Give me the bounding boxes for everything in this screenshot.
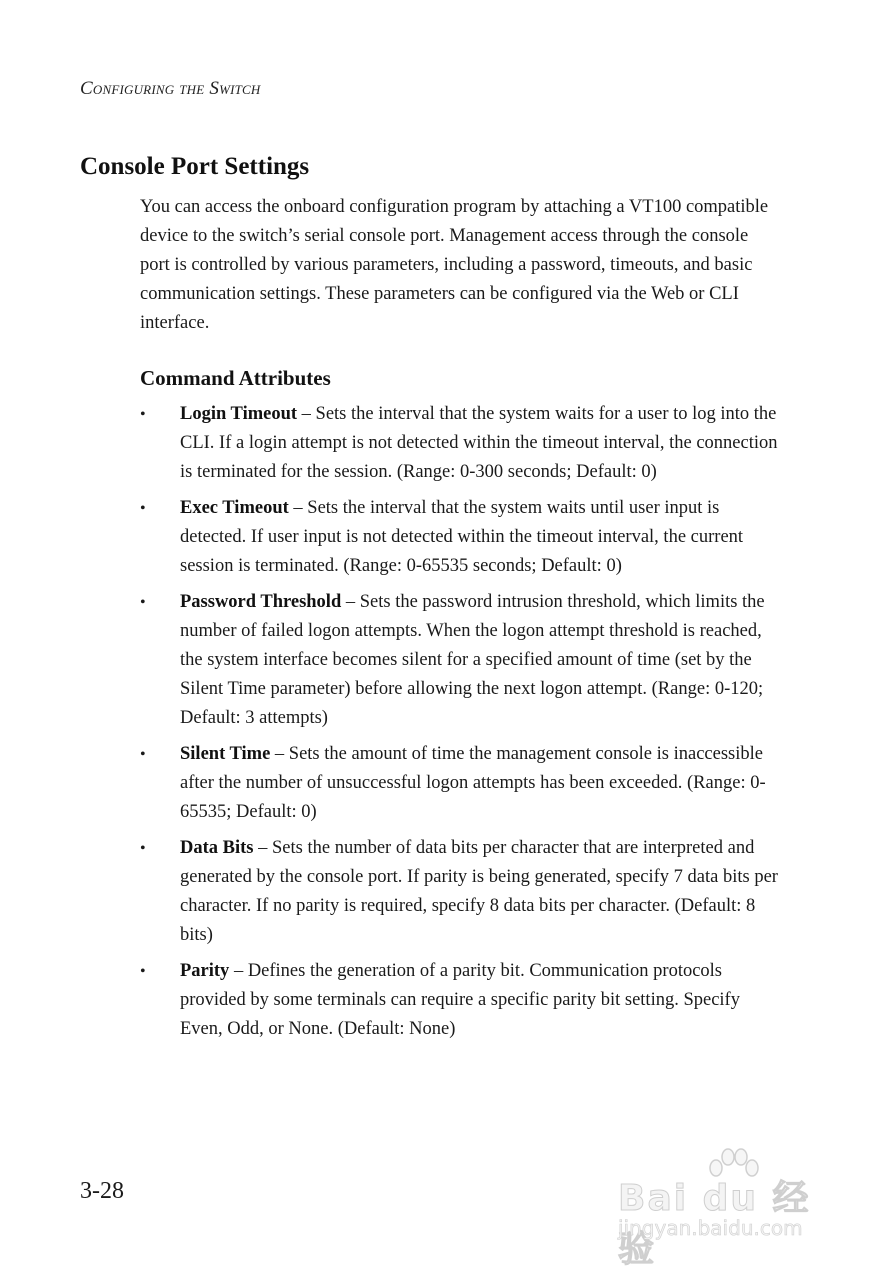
attribute-data-bits xyxy=(140,834,780,950)
intro-paragraph: You can access the onboard configuration program by attaching a VT100 compatible device to the switch’s serial console port. Management access through the console port is controlled by various parameters, including a password, timeouts, and basic communication settings. These parameters can be configured via the Web or CLI interface. xyxy=(140,197,769,333)
attribute-description: – Defines the generation of a parity bit. Communication protocols provided by some terminals can require a specific parity bit setting. Specify Even, Odd, or None. (Default: None) xyxy=(180,961,740,1039)
attribute-term: Password Threshold xyxy=(180,592,342,612)
attribute-password-threshold xyxy=(140,588,780,733)
attribute-parity xyxy=(140,957,780,1044)
bullet-icon: • xyxy=(140,963,146,980)
watermark-brand: Bai du 经验 xyxy=(618,1178,811,1270)
attribute-term: Login Timeout xyxy=(180,404,298,424)
bullet-icon: • xyxy=(140,500,146,517)
command-attributes-list xyxy=(140,400,780,1051)
attribute-description: – Sets the password intrusion threshold, which limits the number of failed logon attempts. When the logon attempt threshold is reached, the system interface becomes silent for a specified amount of time (set by the Silent Time parameter) before allowing the next logon attempt. (Range: 0-120; Default: 3 attempts) xyxy=(180,592,765,728)
attribute-exec-timeout xyxy=(140,494,780,581)
bullet-icon: • xyxy=(140,840,146,857)
command-attributes-title: Command Attributes xyxy=(140,366,331,390)
page-number: 3-28 xyxy=(80,1178,124,1204)
bullet-icon: • xyxy=(140,406,146,423)
attribute-silent-time xyxy=(140,740,780,827)
attribute-description: – Sets the amount of time the management console is inaccessible after the number of unsuccessful logon attempts has been exceeded. (Range: 0-65535; Default: 0) xyxy=(180,744,766,822)
watermark-domain: jingyan.baidu.com xyxy=(618,1216,803,1240)
attribute-term: Exec Timeout xyxy=(180,498,289,518)
attribute-description: – Sets the interval that the system waits for a user to log into the CLI. If a login attempt is not detected within the timeout interval, the connection is terminated for the session. (Range: 0-300 seconds; Default: 0) xyxy=(180,404,778,482)
running-header: Configuring the Switch xyxy=(80,78,261,99)
section-title: Console Port Settings xyxy=(80,153,310,180)
attribute-description: – Sets the number of data bits per character that are interpreted and generated by the console port. If parity is being generated, specify 7 data bits per character. If no parity is required, specify 8 data bits per character. (Default: 8 bits) xyxy=(180,838,778,945)
attribute-term: Parity xyxy=(180,961,230,981)
baidu-watermark xyxy=(618,1148,848,1270)
bullet-icon: • xyxy=(140,746,146,763)
attribute-login-timeout xyxy=(140,400,780,487)
bullet-icon: • xyxy=(140,594,146,611)
attribute-term: Silent Time xyxy=(180,744,271,764)
attribute-term: Data Bits xyxy=(180,838,254,858)
attribute-description: – Sets the interval that the system waits until user input is detected. If user input is not detected within the timeout interval, the current session is terminated. (Range: 0-65535 seconds; Default: 0) xyxy=(180,498,744,576)
